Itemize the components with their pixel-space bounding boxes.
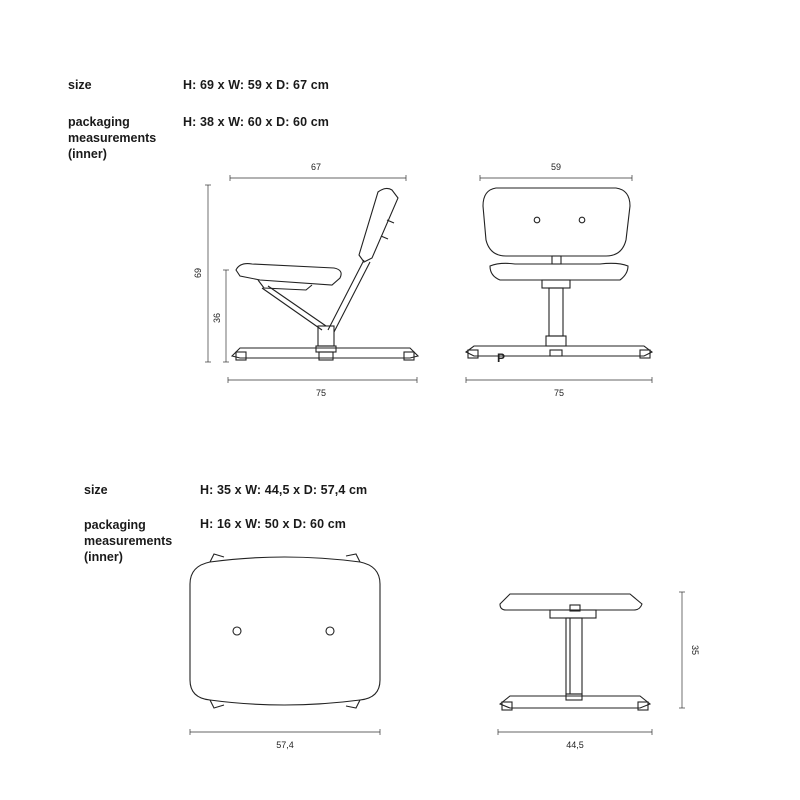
ottoman-cushion-top xyxy=(190,557,380,705)
ottoman-side-dimension: 44,5 xyxy=(566,740,584,750)
chair-size-value: H: 69 x W: 59 x D: 67 cm xyxy=(183,78,329,92)
chair-size-label: size xyxy=(68,78,92,92)
ottoman-seat-side xyxy=(500,594,642,610)
chair-seat-side xyxy=(236,264,341,285)
chair-front-top-dimension: 59 xyxy=(550,162,562,172)
chair-seat-dimension: 36 xyxy=(212,312,222,324)
chair-mechanism-front xyxy=(542,280,570,288)
chair-packaging-label-line-3: (inner) xyxy=(68,147,107,161)
chair-front-marker: P xyxy=(497,351,506,365)
ottoman-top-dimension: 57,4 xyxy=(276,740,294,750)
chair-linkage-arm xyxy=(262,288,322,330)
chair-seat-front xyxy=(490,263,628,280)
chair-height-dimension: 69 xyxy=(193,267,203,279)
chair-backrest-front xyxy=(483,188,630,256)
chair-base-front xyxy=(466,346,652,356)
ottoman-packaging-label-line-1: packaging xyxy=(84,518,146,532)
chair-glide-center xyxy=(319,352,333,360)
chair-base-side xyxy=(232,348,418,358)
ottoman-button-left xyxy=(233,627,241,635)
chair-glide-left xyxy=(236,352,246,360)
chair-button-left xyxy=(534,217,540,223)
ottoman-packaging-label-line-3: (inner) xyxy=(84,550,123,564)
ottoman-packaging-label-line-2: measurements xyxy=(84,534,173,548)
chair-side-top-dimension: 67 xyxy=(310,162,322,172)
ottoman-top-view xyxy=(190,554,380,750)
chair-button-right xyxy=(579,217,585,223)
ottoman-base-side xyxy=(500,696,650,708)
chair-column-front xyxy=(549,288,563,336)
chair-front-base-dimension: 75 xyxy=(553,388,565,398)
ottoman-packaging-value: H: 16 x W: 50 x D: 60 cm xyxy=(200,517,346,531)
chair-back-stem xyxy=(328,260,364,330)
chair-packaging-value: H: 38 x W: 60 x D: 60 cm xyxy=(183,115,329,129)
chair-glide-right xyxy=(404,352,414,360)
ottoman-side-view xyxy=(498,592,700,750)
chair-front-view xyxy=(466,162,652,398)
ottoman-height-dimension: 35 xyxy=(690,644,700,656)
chair-backrest-side xyxy=(359,188,398,262)
chair-side-view xyxy=(193,162,418,398)
chair-packaging-label-line-2: measurements xyxy=(68,131,157,145)
chair-side-base-dimension: 75 xyxy=(315,388,327,398)
ottoman-size-value: H: 35 x W: 44,5 x D: 57,4 cm xyxy=(200,483,368,497)
ottoman-button-right xyxy=(326,627,334,635)
chair-packaging-label-line-1: packaging xyxy=(68,115,130,129)
ottoman-size-label: size xyxy=(84,483,108,497)
ottoman-column xyxy=(566,618,582,694)
